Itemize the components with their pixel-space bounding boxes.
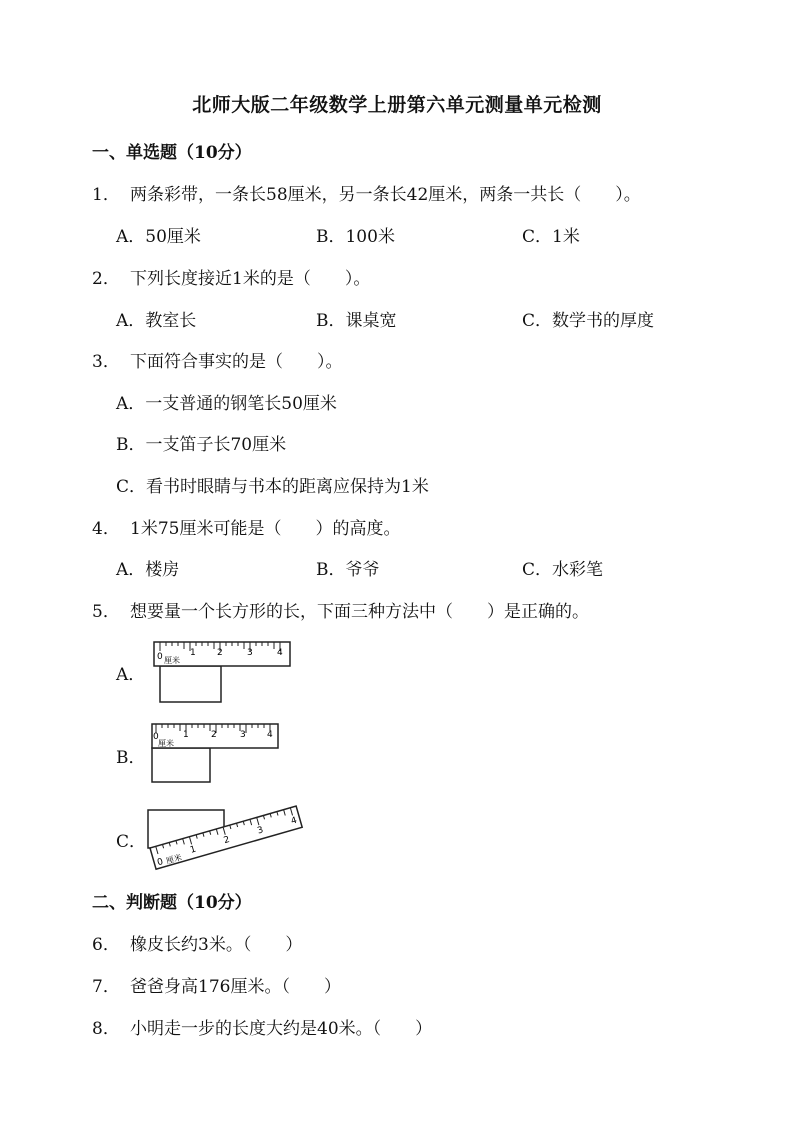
question-text: 下面符合事实的是（ ）。	[130, 352, 343, 372]
ruler-icon	[154, 642, 290, 666]
option-a: A．50厘米	[116, 227, 201, 247]
ruler-tick-label: 1	[189, 844, 198, 856]
question-text: 小明走一步的长度大约是40米。（ ）	[130, 1019, 433, 1039]
option-b: B．课桌宽	[316, 311, 397, 331]
ruler-tick-label: 0	[153, 732, 159, 742]
ruler-icon	[152, 724, 278, 748]
ruler-unit-label: 厘米	[164, 656, 180, 665]
ruler-tick-label: 0	[157, 652, 163, 662]
ruler-tick-label: 1	[183, 730, 189, 740]
question-number: 5．	[92, 602, 120, 622]
ruler-tick-label: 4	[277, 648, 283, 658]
option-c: C．数学书的厚度	[522, 311, 655, 331]
question-number: 8．	[92, 1019, 120, 1039]
question-text: 想要量一个长方形的长，下面三种方法中（ ）是正确的。	[130, 602, 589, 622]
question-number: 6．	[92, 935, 120, 955]
page-title: 北师大版二年级数学上册第六单元测量单元检测	[192, 94, 602, 116]
option-a: A．楼房	[116, 560, 180, 580]
ruler-unit-label: 厘米	[165, 852, 183, 866]
ruler-tick-label: 2	[217, 648, 223, 658]
ruler-tick-label: 3	[240, 730, 246, 740]
option-b: B．100米	[316, 227, 395, 247]
option-a: A．教室长	[116, 311, 197, 331]
ruler-tick-label: 4	[267, 730, 273, 740]
ruler-tick-label: 4	[289, 815, 299, 827]
figure-b-ruler-measurement	[146, 720, 291, 786]
question-number: 7．	[92, 977, 120, 997]
question-number: 4．	[92, 519, 120, 539]
question-number: 3．	[92, 352, 120, 372]
question-number: 2．	[92, 269, 120, 289]
option-b: B．一支笛子长70厘米	[116, 435, 287, 455]
ruler-tick-label: 2	[222, 834, 231, 847]
question-text: 爸爸身高176厘米。（ ）	[130, 977, 341, 997]
ruler-tick-label: 2	[211, 730, 217, 740]
figure-a-ruler-measurement	[150, 636, 295, 706]
option-a: A．一支普通的钢笔长50厘米	[116, 394, 337, 414]
section-heading-true-false: 二、判断题（10分）	[92, 893, 252, 913]
option-c: C．1米	[522, 227, 580, 247]
option-c-label: C．	[116, 832, 147, 852]
ruler-tick-label: 3	[247, 648, 253, 658]
ruler-tick-label: 0	[156, 857, 165, 869]
ruler-tick-label: 3	[256, 825, 265, 837]
ruler-tick-label: 1	[190, 648, 196, 658]
question-number: 1．	[92, 185, 120, 205]
question-text: 橡皮长约3米。（ ）	[130, 935, 303, 955]
section-heading-single-choice: 一、单选题（10分）	[92, 143, 252, 163]
option-c: C．水彩笔	[522, 560, 604, 580]
rectangle-shape	[152, 748, 210, 782]
rectangle-shape	[160, 666, 221, 702]
option-a-label: A．	[116, 665, 146, 685]
ruler-unit-label: 厘米	[158, 739, 174, 748]
question-text: 两条彩带，一条长58厘米，另一条长42厘米，两条一共长（ ）。	[130, 185, 641, 205]
option-b-label: B．	[116, 748, 146, 768]
option-b: B．爷爷	[316, 560, 380, 580]
figure-c-ruler-measurement	[144, 800, 308, 876]
question-text: 下列长度接近1米的是（ ）。	[130, 269, 371, 289]
option-c: C．看书时眼睛与书本的距离应保持为1米	[116, 477, 429, 497]
question-text: 1米75厘米可能是（ ）的高度。	[130, 519, 401, 539]
